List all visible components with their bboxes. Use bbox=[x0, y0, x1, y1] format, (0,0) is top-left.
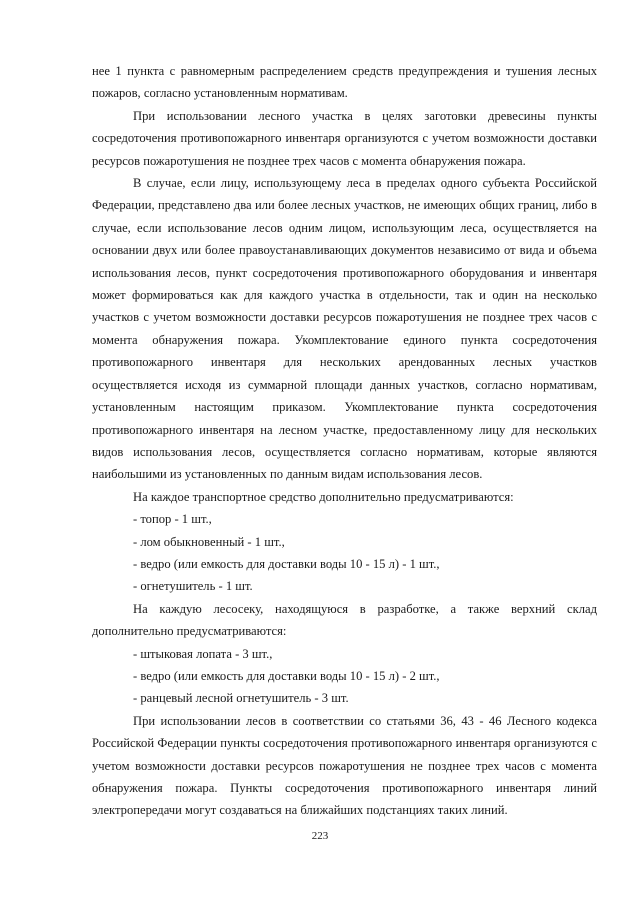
list-item: - ранцевый лесной огнетушитель - 3 шт. bbox=[133, 691, 349, 706]
paragraph-cutting-area: На каждую лесосеку, находящуюся в разработке, а также верхний склад дополнительно предусматриваются: bbox=[92, 601, 597, 639]
paragraph-vehicle-equipment: На каждое транспортное средство дополнительно предусматриваются: bbox=[133, 489, 514, 504]
paragraph-power-lines: При использовании лесов в соответствии со статьями 36, 43 - 46 Лесного кодекса Российской Федерации пункты сосредоточения противопожарного инвентаря организуются с учетом возможности доставки ресурсов пожаротушения не позднее трех часов с момента обнаружения пожара. Пункты сосредоточения противопожарного инвентаря линий электропередачи могут создаваться на ближайших подстанциях таких линий. bbox=[92, 713, 597, 818]
body-text bbox=[92, 60, 597, 822]
list-item: - ведро (или емкость для доставки воды 10 - 15 л) - 1 шт., bbox=[133, 556, 440, 571]
list-item: - лом обыкновенный - 1 шт., bbox=[133, 534, 285, 549]
paragraph-multiple-plots: В случае, если лицу, использующему леса в пределах одного субъекта Российской Федерации, представлено два или более лесных участков, не имеющих общих границ, либо в случае, если использование лесов одним лицом, использующим леса, осуществляется на основании двух или более правоустанавливающих документов независимо от вида и объема использования лесов, пункт сосредоточения противопожарного оборудования и инвентаря может формироваться как для каждого участка в отдельности, так и один на несколько участков с учетом возможности доставки ресурсов пожаротушения не позднее трех часов с момента обнаружения пожара. Укомплектование единого пункта сосредоточения противопожарного инвентаря для нескольких арендованных лесных участков осуществляется исходя из суммарной площади данных участков, согласно нормативам, установленным настоящим приказом. Укомплектование пункта сосредоточения противопожарного инвентаря на лесном участке, предоставленному лицу для нескольких видов использования лесов, осуществляется согласно нормативам, которые являются наибольшими из установленных по данным видам использования лесов. bbox=[92, 176, 597, 482]
list-item: - штыковая лопата - 3 шт., bbox=[133, 646, 273, 661]
list-item: - огнетушитель - 1 шт. bbox=[133, 579, 253, 594]
list-item: - топор - 1 шт., bbox=[133, 512, 212, 527]
paragraph-logging: При использовании лесного участка в целях заготовки древесины пункты сосредоточения противопожарного инвентаря организуются с учетом возможности доставки ресурсов пожаротушения не позднее трех часов с момента обнаружения пожара. bbox=[92, 108, 597, 168]
page-number: 223 bbox=[311, 830, 329, 842]
list-item: - ведро (или емкость для доставки воды 10 - 15 л) - 2 шт., bbox=[133, 668, 440, 683]
paragraph-continuation: нее 1 пункта с равномерным распределением средств предупреждения и тушения лесных пожаров, согласно установленным нормативам. bbox=[92, 64, 597, 101]
